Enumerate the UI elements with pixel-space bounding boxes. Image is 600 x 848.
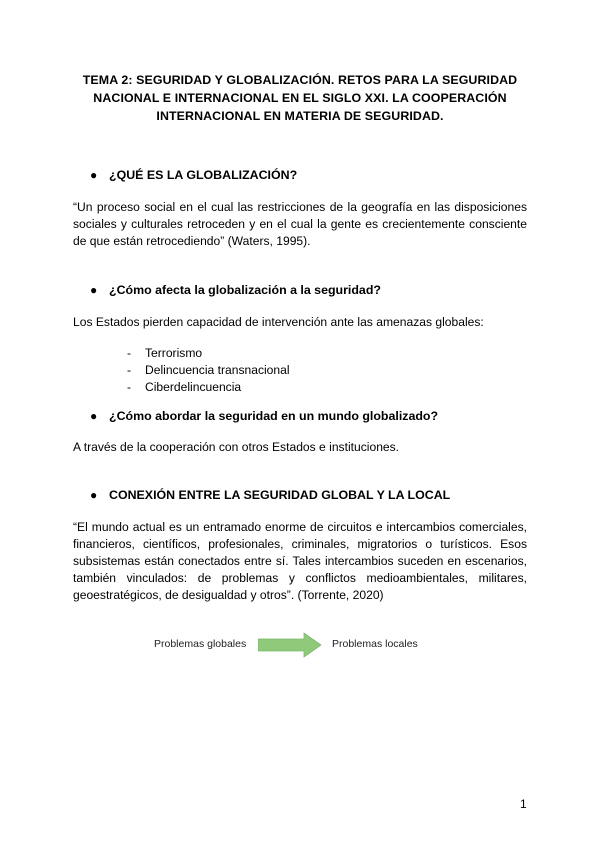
list-item-text: Terrorismo [145, 346, 203, 360]
bullet-icon: ● [90, 168, 98, 182]
list-item [127, 379, 290, 396]
dash-marker: - [127, 346, 132, 360]
conexion-quote: “El mundo actual es un entramado enorme de circuitos e intercambios comerciales, financieros, científicos, profesionales, criminales, migratorios o turísticos. Esos subsistemas están conectados entre sí. Tales intercambios suceden en escenarios, también vinculados: de problemas y conflictos medioambientales, militares, geoestratégicos, de desigualdad y otros”. (Torrente, 2020) [73, 520, 527, 602]
globalizacion-definition: “Un proceso social en el cual las restricciones de la geografía en las disposiciones sociales y culturales retroceden y en el cual la gente es crecientemente consciente de que están retrocediendo” (Waters, 1995). [73, 200, 527, 248]
abordar-text: A través de la cooperación con otros Estados e instituciones. [73, 440, 400, 454]
list-item [127, 345, 290, 362]
diagram-from-label: Problemas globales [154, 638, 247, 650]
list-item-text: Delincuencia transnacional [145, 363, 290, 377]
heading-text: ¿Cómo abordar la seguridad en un mundo globalizado? [109, 409, 439, 423]
document-title: TEMA 2: SEGURIDAD Y GLOBALIZACIÓN. RETOS PARA LA SEGURIDAD NACIONAL E INTERNACIONAL EN EL SIGLO XXI. LA COOPERACIÓN INTERNACIONAL EN MATERIA DE SEGURIDAD. [82, 73, 518, 123]
arrow-right-icon [258, 632, 322, 658]
heading-text: CONEXIÓN ENTRE LA SEGURIDAD GLOBAL Y LA LOCAL [109, 488, 451, 502]
bullet-icon: ● [90, 283, 98, 297]
dash-marker: - [127, 380, 132, 394]
diagram-to-label: Problemas locales [332, 638, 418, 650]
bullet-icon: ● [90, 488, 98, 502]
heading-afecta [92, 282, 512, 298]
heading-text: ¿QUÉ ES LA GLOBALIZACIÓN? [109, 168, 298, 182]
list-item-text: Ciberdelincuencia [145, 380, 242, 394]
heading-globalizacion [92, 167, 512, 183]
global-local-diagram [150, 630, 430, 660]
threats-list [127, 345, 290, 396]
heading-abordar [92, 408, 532, 424]
afecta-text: Los Estados pierden capacidad de intervención ante las amenazas globales: [73, 315, 484, 329]
dash-marker: - [127, 363, 132, 377]
list-item [127, 362, 290, 379]
heading-conexion [92, 487, 532, 503]
page-number: 1 [520, 797, 527, 811]
heading-text: ¿Cómo afecta la globalización a la seguridad? [109, 283, 381, 297]
bullet-icon: ● [90, 409, 98, 423]
